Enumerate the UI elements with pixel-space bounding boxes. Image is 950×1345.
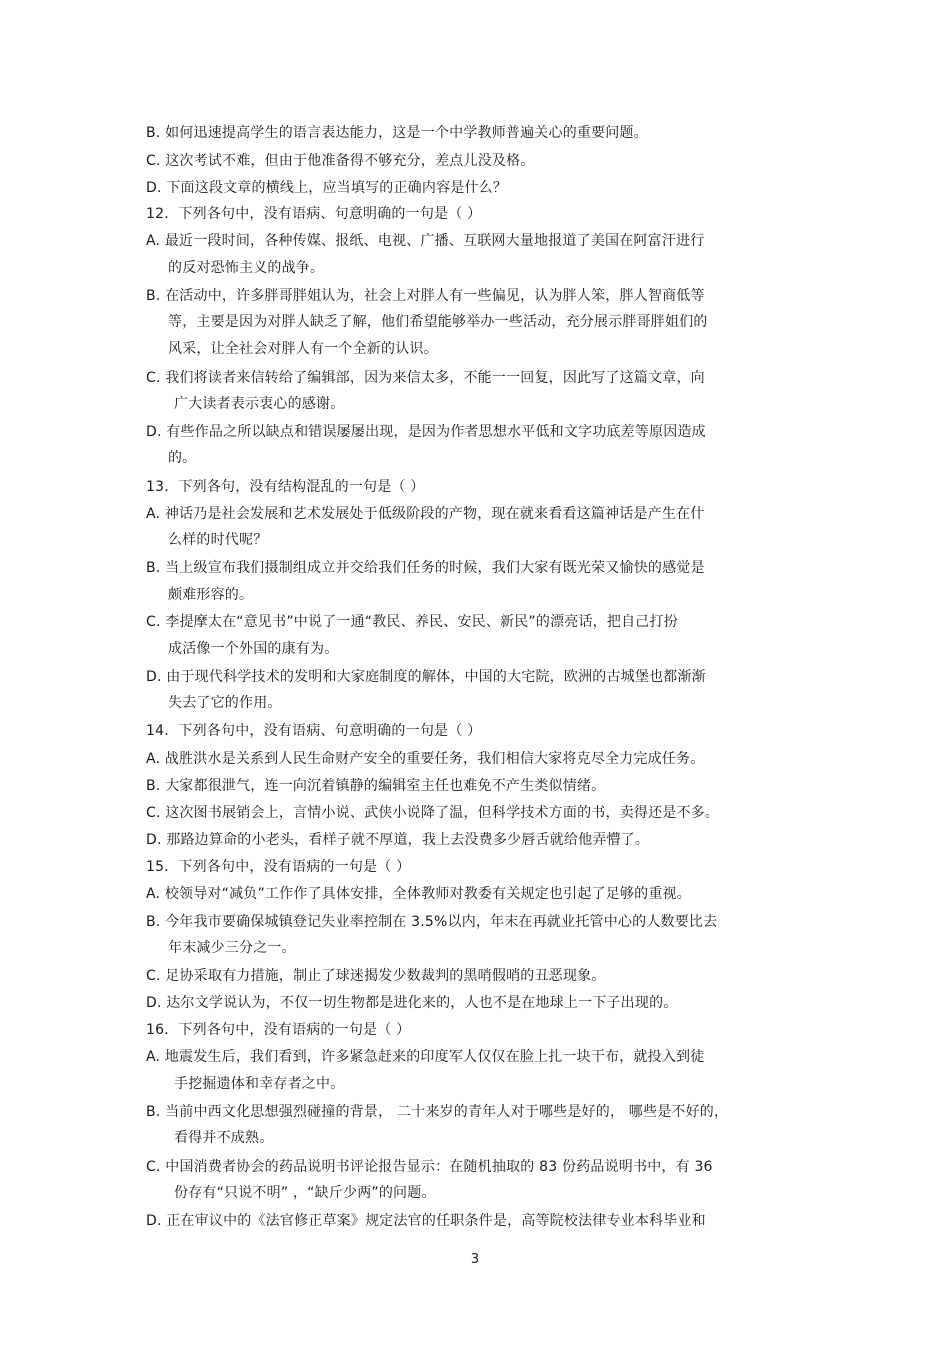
text-line: D. 达尔文学说认为，不仅一切生物都是进化来的，人也不是在地球上一下子出现的。	[146, 995, 678, 1011]
question-heading: 16．下列各句中，没有语病的一句是（ ）	[146, 1022, 411, 1038]
text-line: C. 这次图书展销会上，言情小说、武侠小说降了温，但科学技术方面的书，卖得还是不多。	[146, 805, 720, 821]
text-line: B. 当前中西文化思想强烈碰撞的背景， 二十来岁的青年人对于哪些是好的， 哪些是不好的，	[146, 1104, 729, 1120]
text-line: B. 当上级宣布我们摄制组成立并交给我们任务的时候，我们大家有既光荣又愉快的感觉是	[146, 560, 705, 576]
page-number: 3	[470, 1252, 480, 1267]
text-line: A. 神话乃是社会发展和艺术发展处于低级阶段的产物，现在就来看看这篇神话是产生在什	[146, 506, 705, 522]
text-line: 年末减少三分之一。	[168, 940, 296, 956]
text-line: 看得并不成熟。	[174, 1130, 274, 1146]
text-line: A. 战胜洪水是关系到人民生命财产安全的重要任务，我们相信大家将克尽全力完成任务。	[146, 751, 705, 767]
text-line: 的。	[168, 450, 197, 466]
text-line: D. 那路边算命的小老头，看样子就不厚道，我上去没费多少唇舌就给他弄懵了。	[146, 832, 650, 848]
text-line: B. 如何迅速提高学生的语言表达能力，这是一个中学教师普遍关心的重要问题。	[146, 125, 648, 141]
text-line: C. 我们将读者来信转给了编辑部，因为来信太多，不能一一回复，因此写了这篇文章，向	[146, 370, 705, 386]
question-heading: 14．下列各句中，没有语病、句意明确的一句是（ ）	[146, 723, 482, 739]
text-line: C. 这次考试不难，但由于他准备得不够充分，差点儿没及格。	[146, 153, 535, 169]
text-line: 的反对恐怖主义的战争。	[168, 260, 325, 276]
text-line: B. 大家都很泄气，连一向沉着镇静的编辑室主任也难免不产生类似情绪。	[146, 778, 606, 794]
text-line: 风采，让全社会对胖人有一个全新的认识。	[168, 341, 438, 357]
text-line: A. 校领导对“减负”工作作了具体安排，全体教师对教委有关规定也引起了足够的重视。	[146, 886, 691, 902]
text-line: 颇难形容的。	[168, 587, 254, 603]
question-heading: 12．下列各句中，没有语病、句意明确的一句是（ ）	[146, 206, 482, 222]
text-line: D. 由于现代科学技术的发明和大家庭制度的解体，中国的大宅院，欧洲的古城堡也都渐渐	[146, 669, 706, 685]
text-line: 失去了它的作用。	[168, 695, 282, 711]
text-line: D. 下面这段文章的横线上，应当填写的正确内容是什么？	[146, 180, 508, 196]
text-line: D. 正在审议中的《法官修正草案》规定法官的任职条件是，高等院校法律专业本科毕业和	[146, 1213, 706, 1229]
text-line: 么样的时代呢？	[168, 532, 268, 548]
question-heading: 15．下列各句中，没有语病的一句是（ ）	[146, 859, 411, 875]
text-line: 成活像一个外国的康有为。	[168, 641, 339, 657]
text-line: C. 足协采取有力措施，制止了球迷揭发少数裁判的黑哨假哨的丑恶现象。	[146, 968, 606, 984]
text-line: 份存有“只说不明” ，“缺斤少两”的问题。	[174, 1185, 436, 1201]
text-line: 等，主要是因为对胖人缺乏了解，他们希望能够举办一些活动，充分展示胖哥胖姐们的	[168, 314, 708, 330]
text-line: A. 地震发生后，我们看到，许多紧急赶来的印度军人仅仅在脸上扎一块干布，就投入到徒	[146, 1049, 705, 1065]
text-line: A. 最近一段时间，各种传媒、报纸、电视、广播、互联网大量地报道了美国在阿富汗进行	[146, 233, 705, 249]
text-line: 手挖掘遗体和幸存者之中。	[174, 1076, 345, 1092]
text-line: D. 有些作品之所以缺点和错误屡屡出现，是因为作者思想水平低和文字功底差等原因造成	[146, 424, 706, 440]
text-line: B. 今年我市要确保城镇登记失业率控制在 3.5%以内，年末在再就业托管中心的人数要比去	[146, 914, 718, 930]
text-line: C. 中国消费者协会的药品说明书评论报告显示：在随机抽取的 83 份药品说明书中，有 36	[146, 1159, 713, 1175]
text-line: B. 在活动中，许多胖哥胖姐认为，社会上对胖人有一些偏见，认为胖人笨，胖人智商低等	[146, 288, 705, 304]
text-line: 广大读者表示衷心的感谢。	[174, 396, 345, 412]
text-line: C. 李提摩太在“意见书”中说了一通“教民、养民、安民、新民”的漂亮话，把自己打扮	[146, 614, 678, 630]
question-heading: 13．下列各句，没有结构混乱的一句是（ ）	[146, 479, 425, 495]
